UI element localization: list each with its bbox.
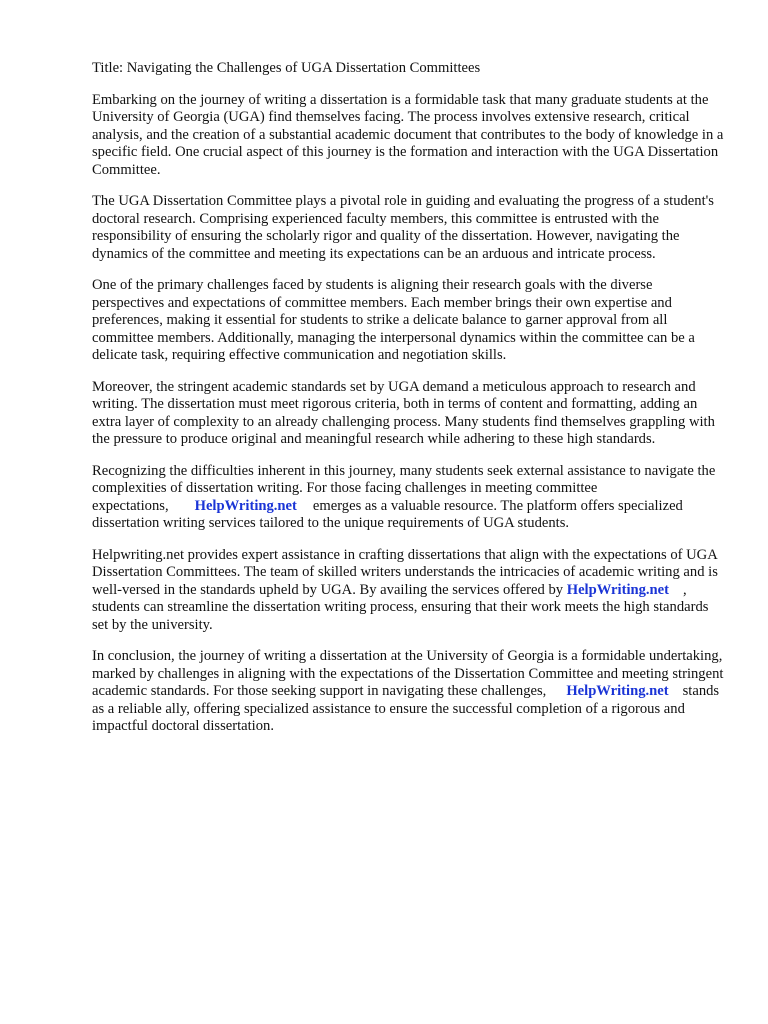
paragraph-helpwriting-text-after: , students can streamline the dissertation writing process, ensuring that their work meets the high standards set by the university. <box>92 581 709 633</box>
paragraph-standards: Moreover, the stringent academic standards set by UGA demand a meticulous approach to research and writing. The dissertation must meet rigorous criteria, both in terms of content and formatting, adding an extra layer of complexity to an already challenging process. Many students find themselves grappling with the pressure to produce original and meaningful research while adhering to these high standards. <box>92 378 715 447</box>
paragraph-helpwriting-text-before: Helpwriting.net provides expert assistance in crafting dissertations that align with the expectations of UGA Dissertation Committees. The team of skilled writers understands the intricacies of academic writing and is well-versed in the standards upheld by UGA. By availing the services offered by <box>92 546 718 598</box>
paragraph-assistance <box>92 463 724 533</box>
paragraph-conclusion <box>92 648 724 736</box>
document-page <box>92 60 724 750</box>
paragraph-challenges: One of the primary challenges faced by students is aligning their research goals with the diverse perspectives and expectations of committee members. Each member brings their own expertise and preferences, making it essential for students to strike a delicate balance to garner approval from all committee members. Additionally, managing the interpersonal dynamics within the committee can be a delicate task, requiring effective communication and negotiation skills. <box>92 277 695 363</box>
paragraph-helpwriting <box>92 547 724 635</box>
document-title: Title: Navigating the Challenges of UGA Dissertation Committees <box>92 60 481 76</box>
paragraph-intro: Embarking on the journey of writing a dissertation is a formidable task that many graduate students at the University of Georgia (UGA) find themselves facing. The process involves extensive research, critical analysis, and the creation of a substantial academic document that contributes to the body of knowledge in a specific field. One crucial aspect of this journey is the formation and interaction with the UGA Dissertation Committee. <box>92 91 724 178</box>
helpwriting-link[interactable]: HelpWriting.net <box>566 683 669 699</box>
paragraph-conclusion-text-before: In conclusion, the journey of writing a dissertation at the University of Georgia is a formidable undertaking, marked by challenges in aligning with the expectations of the Dissertation Committee and meeting stringent academic standards. For those seeking support in navigating these challenges, <box>92 648 724 699</box>
paragraph-committee-role: The UGA Dissertation Committee plays a pivotal role in guiding and evaluating the progress of a student's doctoral research. Comprising experienced faculty members, this committee is entrusted with the responsibility of ensuring the scholarly rigor and quality of the dissertation. However, navigating the dynamics of the committee and meeting its expectations can be an arduous and intricate process. <box>92 193 714 262</box>
paragraph-conclusion-text-after: stands as a reliable ally, offering specialized assistance to ensure the successful completion of a rigorous and impactful doctoral dissertation. <box>92 683 720 734</box>
helpwriting-link[interactable]: HelpWriting.net <box>194 497 297 514</box>
helpwriting-link[interactable]: HelpWriting.net <box>566 581 670 598</box>
paragraph-assistance-text-before: Recognizing the difficulties inherent in this journey, many students seek external assistance to navigate the complexities of dissertation writing. For those facing challenges in meeting committee expectations, <box>92 462 716 514</box>
paragraph-assistance-text-after: emerges as a valuable resource. The platform offers specialized dissertation writing services tailored to the unique requirements of UGA students. <box>92 497 683 531</box>
